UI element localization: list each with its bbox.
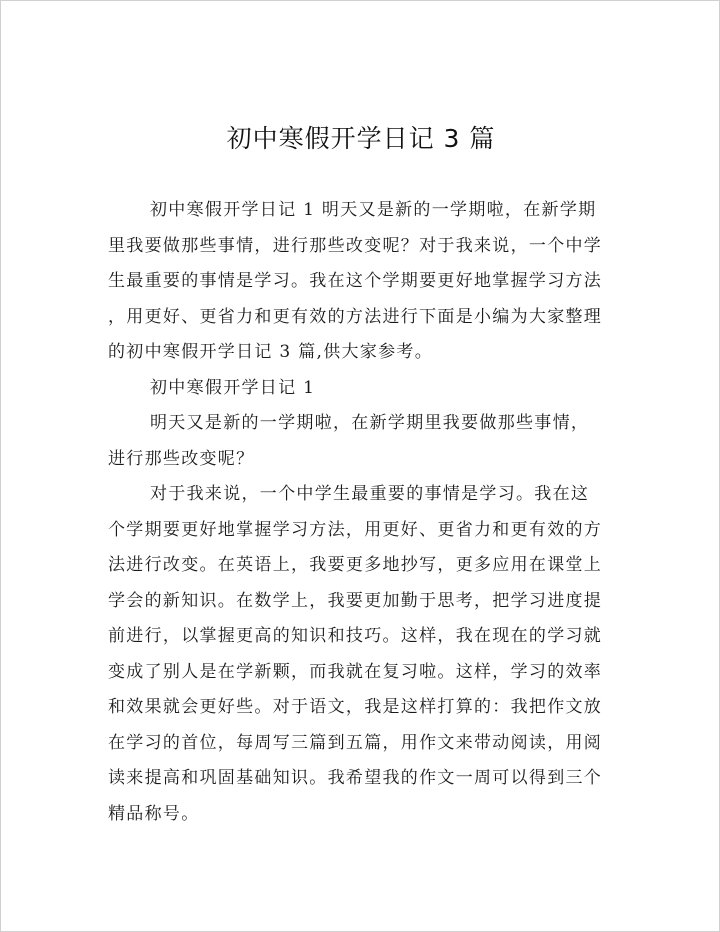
body-line: 初中寒假开学日记 1 bbox=[150, 377, 316, 398]
body-line: 在学习的首位，每周写三篇到五篇，用作文来带动阅读，用阅 bbox=[108, 732, 603, 753]
body-line: 法进行改变。在英语上，我要更多地抄写，更多应用在课堂上 bbox=[108, 555, 603, 575]
body-line: 精品称号。 bbox=[108, 803, 200, 824]
body-line: 和效果就会更好些。对于语文，我是这样打算的：我把作文放 bbox=[108, 697, 603, 717]
document-body bbox=[108, 193, 616, 832]
document-title: 初中寒假开学日记 3 篇 bbox=[226, 124, 496, 153]
body-line: 变成了别人是在学新颗，而我就在复习啦。这样，学习的效率 bbox=[108, 661, 603, 682]
body-line: 生最重要的事情是学习。我在这个学期要更好地掌握学习方法 bbox=[108, 271, 603, 291]
body-line: 明天又是新的一学期啦，在新学期里我要做那些事情， bbox=[150, 413, 590, 433]
body-line: 的初中寒假开学日记 3 篇,供大家参考。 bbox=[108, 342, 434, 362]
body-line: ，用更好、更省力和更有效的方法进行下面是小编为大家整理 bbox=[108, 306, 603, 327]
body-line: 初中寒假开学日记 1 明天又是新的一学期啦，在新学期 bbox=[150, 200, 597, 220]
body-line: 个学期要更好地掌握学习方法，用更好、更省力和更有效的方 bbox=[108, 519, 603, 540]
body-line: 读来提高和巩固基础知识。我希望我的作文一周可以得到三个 bbox=[108, 768, 603, 788]
body-line: 里我要做那些事情，进行那些改变呢？对于我来说，一个中学 bbox=[108, 235, 603, 256]
body-line: 前进行，以掌握更高的知识和技巧。这样，我在现在的学习就 bbox=[108, 626, 603, 646]
body-line: 对于我来说，一个中学生最重要的事情是学习。我在这 bbox=[150, 484, 590, 504]
body-line: 进行那些改变呢？ bbox=[108, 448, 255, 469]
body-line: 学会的新知识。在数学上，我要更加勤于思考，把学习进度提 bbox=[108, 590, 603, 611]
